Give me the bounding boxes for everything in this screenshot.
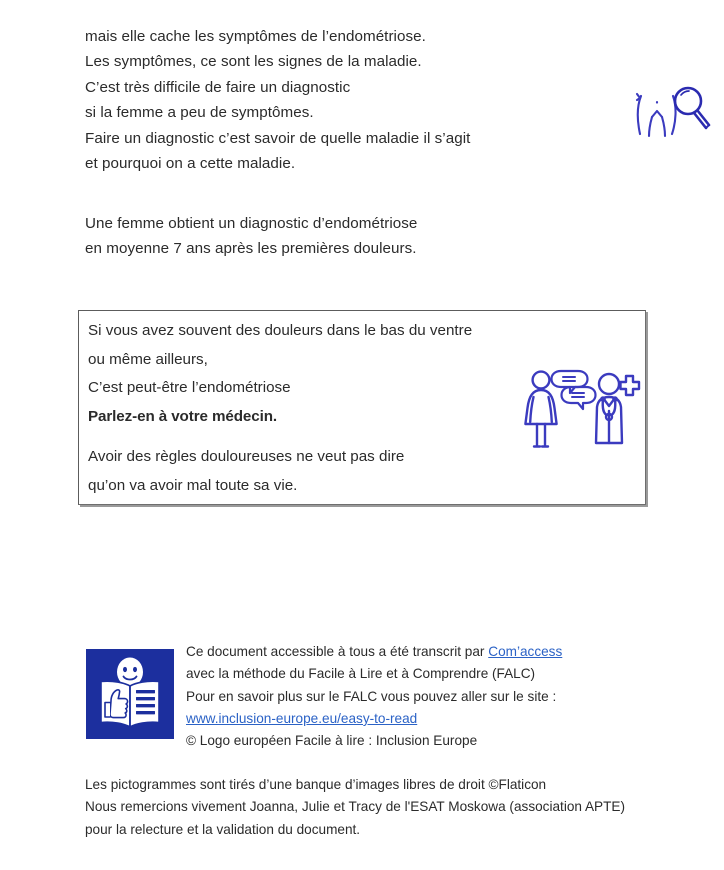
credits-text: Ce document accessible à tous a été transcrit par (186, 644, 489, 659)
comaccess-link[interactable]: Com’access (488, 644, 563, 659)
woman-doctor-conversation-icon (523, 367, 641, 451)
advice-line: C’est peut-être l’endométriose (88, 379, 291, 397)
paragraph-line: Une femme obtient un diagnostic d’endométriose (85, 215, 418, 232)
advice-line-emphasis: Parlez-en à votre médecin. (88, 407, 278, 425)
paragraph-line: si la femme a peu de symptômes. (85, 104, 314, 122)
torso-magnifier-icon (628, 84, 716, 140)
credits-text: Pour en savoir plus sur le FALC vous pouvez aller sur le site : (186, 688, 557, 704)
advice-line: qu’on va avoir mal toute sa vie. (88, 476, 298, 494)
paragraph-line: et pourquoi on a cette maladie. (85, 155, 296, 173)
paragraph-line: Les symptômes, ce sont les signes de la maladie. (85, 53, 422, 71)
advice-callout-box (78, 310, 646, 505)
diagnosis-delay-paragraph (85, 211, 417, 262)
paragraph-line: en moyenne 7 ans après les premières douleurs. (85, 240, 417, 258)
acknowledgment-line: Les pictogrammes sont tirés d’une banque d’images libres de droit ©Flaticon (85, 777, 547, 792)
advice-box-text (88, 317, 472, 501)
inclusion-europe-link[interactable]: www.inclusion-europe.eu/easy-to-read (186, 710, 418, 726)
credits-line-method: avec la méthode du Facile à Lire et à Comprendre (FALC) (186, 666, 536, 682)
advice-line-spacer (88, 431, 472, 443)
credits-line-more-info (186, 686, 638, 731)
paragraph-line: C’est très difficile de faire un diagnostic (85, 78, 351, 96)
paragraph-line: mais elle cache les symptômes de l’endométriose. (85, 28, 426, 45)
advice-line: Si vous avez souvent des douleurs dans le bas du ventre (88, 322, 473, 339)
acknowledgment-line: Nous remercions vivement Joanna, Julie et Tracy de l'ESAT Moskowa (association APTE) (85, 799, 626, 815)
easy-to-read-logo (86, 649, 174, 739)
credits-line-logo-copyright: © Logo européen Facile à lire : Inclusion Europe (186, 733, 478, 749)
advice-line: ou même ailleurs, (88, 350, 208, 368)
credits-line-transcribed (186, 641, 638, 663)
advice-line: Avoir des règles douloureuses ne veut pas dire (88, 448, 405, 466)
paragraph-line: Faire un diagnostic c’est savoir de quelle maladie il s’agit (85, 129, 471, 147)
acknowledgment-line: pour la relecture et la validation du document. (85, 821, 361, 837)
intro-paragraph (85, 24, 470, 176)
acknowledgments-paragraph (85, 774, 625, 841)
credits-block (186, 641, 638, 752)
